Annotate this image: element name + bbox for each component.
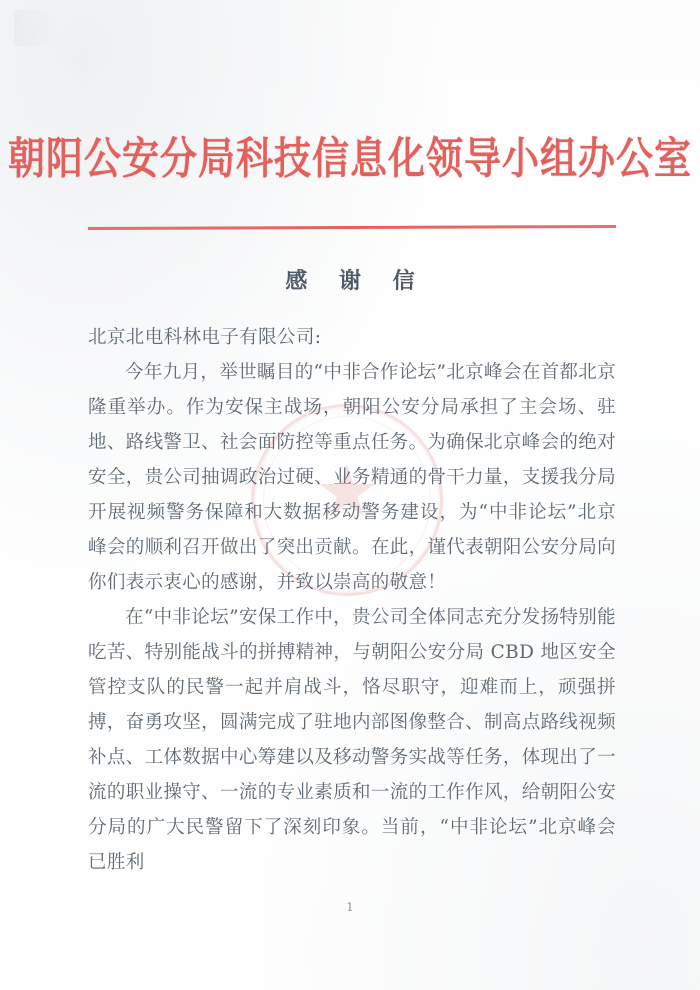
scan-artifact — [14, 10, 74, 46]
body-paragraph-2: 在“中非论坛”安保工作中，贵公司全体同志充分发扬特别能吃苦、特别能战斗的拼搏精神，与朝阳公安分局 CBD 地区安全管控支队的民警一起并肩战斗，恪尽职守，迎难而上，顽强拼搏，奋勇攻坚，圆满完成了驻地内部图像整合、制高点路线视频补点、工体数据中心筹建以及移动警务实战等任务，体现出了一流的职业操守、一流的专业素质和一流的工作作风，给朝阳公安分局的广大民警留下了深刻印象。当前，“中非论坛”北京峰会已胜利 — [88, 607, 616, 873]
salutation: 北京北电科林电子有限公司: — [88, 327, 322, 348]
page-title: 感 谢 信 — [285, 269, 427, 294]
letterhead — [0, 132, 700, 184]
body-paragraph-1: 今年九月，举世瞩目的“中非合作论坛”北京峰会在首都北京隆重举办。作为安保主战场，朝阳公安分局承担了主会场、驻地、路线警卫、社会面防控等重点任务。为确保北京峰会的绝对安全，贵公司抽调政治过硬、业务精通的骨干力量，支援我分局开展视频警务保障和大数据移动警务建设，为“中非论坛”北京峰会的顺利召开做出了突出贡献。在此，谨代表朝阳公安分局向你们表示衷心的感谢，并致以崇高的敬意！ — [88, 362, 616, 593]
letterhead-title: 朝阳公安分局科技信息化领导小组办公室 — [8, 133, 692, 184]
letterhead-divider — [88, 225, 616, 230]
letter-body — [88, 320, 616, 880]
page-number: 1 — [346, 900, 354, 914]
